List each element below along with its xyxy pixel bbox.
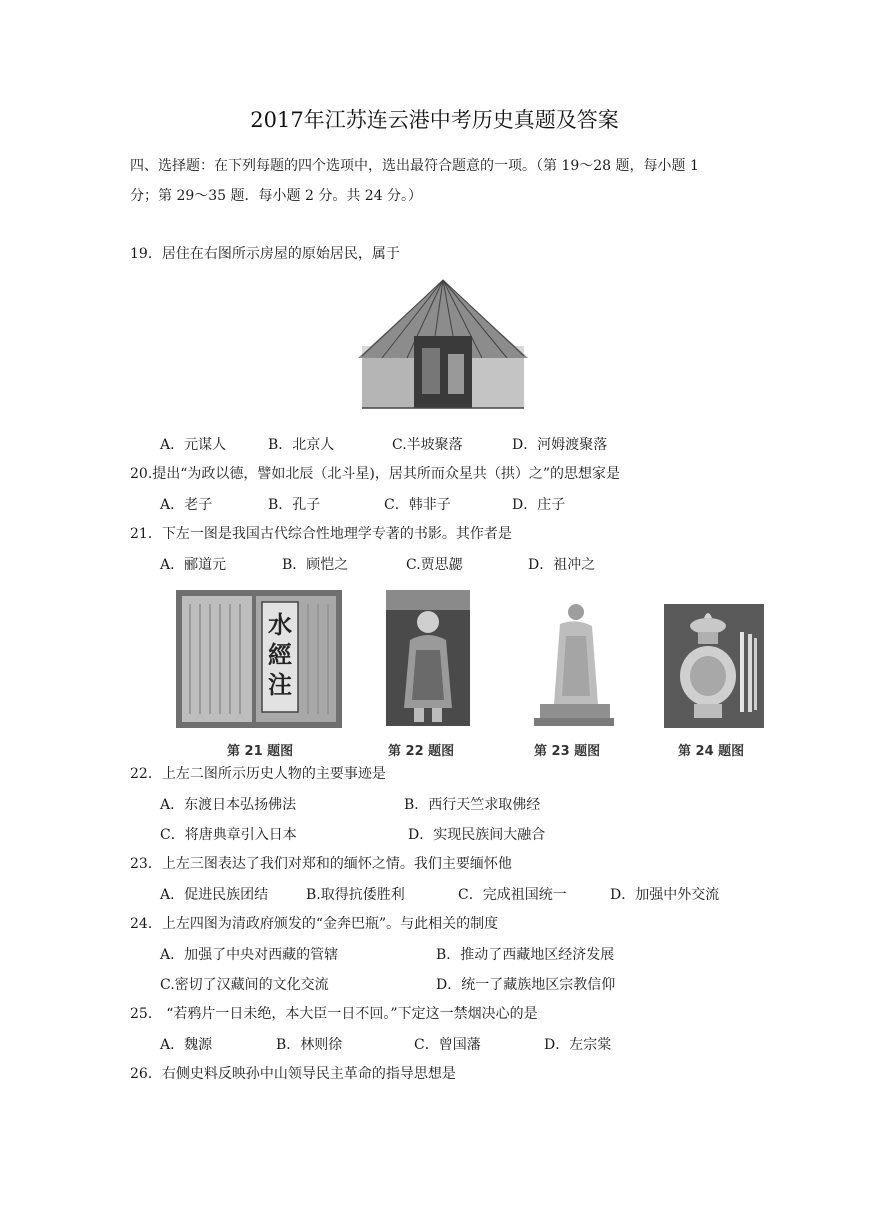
question-21-stem: 21．下左一图是我国古代综合性地理学专著的书影。其作者是 <box>130 526 512 542</box>
figure-22-monk <box>386 590 470 726</box>
q22-option-d: D．实现民族间大融合 <box>408 827 546 843</box>
q23-option-d: D．加强中外交流 <box>610 887 720 903</box>
q23-option-a: A．促进民族团结 <box>160 887 269 903</box>
figure-22-caption: 第 22 题图 <box>388 744 455 759</box>
q19-option-b: B．北京人 <box>268 437 335 453</box>
q25-option-c: C．曾国藩 <box>414 1037 481 1053</box>
q25-option-d: D．左宗棠 <box>544 1037 612 1053</box>
q21-option-a: A．郦道元 <box>160 557 227 573</box>
q22-option-b: B．西行天竺求取佛经 <box>404 797 541 813</box>
q21-option-b: B．顾恺之 <box>282 557 349 573</box>
figure-21-book <box>176 590 342 728</box>
question-23-stem: 23．上左三图表达了我们对郑和的缅怀之情。我们主要缅怀他 <box>130 856 512 872</box>
q20-option-b: B．孔子 <box>268 497 321 513</box>
q21-option-d: D．祖冲之 <box>528 557 596 573</box>
q25-option-a: A．魏源 <box>160 1037 213 1053</box>
q24-option-c: C.密切了汉藏间的文化交流 <box>160 977 329 993</box>
q24-option-d: D．统一了藏族地区宗教信仰 <box>436 977 616 993</box>
figure-21-caption: 第 21 题图 <box>227 744 294 759</box>
zhenghe-statue-image <box>532 596 614 728</box>
figure-24-golden-urn <box>664 604 764 728</box>
q20-option-d: D．庄子 <box>512 497 566 513</box>
figure-23-caption: 第 23 题图 <box>534 744 601 759</box>
q20-option-c: C．韩非子 <box>384 497 451 513</box>
question-22-stem: 22．上左二图所示历史人物的主要事迹是 <box>130 766 386 782</box>
q23-option-b: B.取得抗倭胜利 <box>306 887 405 903</box>
golden-urn-image <box>664 604 764 728</box>
q24-option-a: A．加强了中央对西藏的管辖 <box>160 947 339 963</box>
q19-option-c: C.半坡聚落 <box>392 437 463 453</box>
figure-23-statue <box>532 596 614 728</box>
q19-option-a: A．元谋人 <box>160 437 227 453</box>
q23-option-c: C．完成祖国统一 <box>458 887 567 903</box>
question-26-stem: 26．右侧史料反映孙中山领导民主革命的指导思想是 <box>130 1066 456 1082</box>
q20-option-a: A．老子 <box>160 497 213 513</box>
book-cover-image <box>176 590 342 728</box>
q25-option-b: B．林则徐 <box>276 1037 343 1053</box>
figure-24-caption: 第 24 题图 <box>678 744 745 759</box>
q21-option-c: C.贾思勰 <box>406 557 463 573</box>
page-title: 2017年江苏连云港中考历史真题及答案 <box>250 108 619 132</box>
question-20-stem: 20.提出“为政以德，譬如北辰（北斗星)，居其所而众星共（拱）之”的思想家是 <box>130 466 621 482</box>
q22-option-a: A．东渡日本弘扬佛法 <box>160 797 297 813</box>
q24-option-b: B．推动了西藏地区经济发展 <box>436 947 615 963</box>
q22-option-c: C．将唐典章引入日本 <box>160 827 297 843</box>
question-24-stem: 24．上左四图为清政府颁发的“金奔巴瓶”。与此相关的制度 <box>130 916 499 932</box>
q19-option-d: D．河姆渡聚落 <box>512 437 608 453</box>
section-instruction-line-1: 四、选择题：在下列每题的四个选项中，选出最符合题意的一项。（第 19～28 题，每小题 1 <box>130 158 699 174</box>
monk-portrait-image <box>386 590 470 726</box>
book-title-text: 水經注 <box>268 610 292 699</box>
thatched-hut-image <box>352 276 534 416</box>
question-25-stem: 25． “若鸦片一日未绝，本大臣一日不回。”下定这一禁烟决心的是 <box>130 1006 538 1022</box>
question-19-stem: 19．居住在右图所示房屋的原始居民，属于 <box>130 246 400 262</box>
hut-illustration <box>352 276 534 416</box>
section-instruction-line-2: 分；第 29～35 题．每小题 2 分。共 24 分。） <box>130 188 423 204</box>
